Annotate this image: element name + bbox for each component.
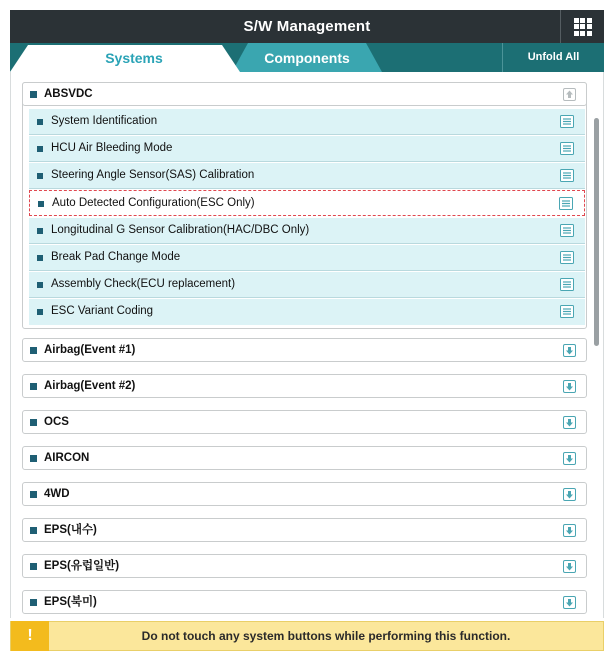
- item-label: Assembly Check(ECU replacement): [51, 278, 236, 290]
- document-icon: [560, 115, 574, 128]
- document-icon: [560, 224, 574, 237]
- collapse-icon[interactable]: [563, 88, 576, 101]
- document-icon: [560, 142, 574, 155]
- warning-message: Do not touch any system buttons while performing this function.: [141, 629, 511, 643]
- list-item-longitudinal-g-sensor[interactable]: [29, 218, 585, 244]
- bullet-square: [30, 491, 37, 498]
- unfold-all-button[interactable]: Unfold All: [502, 43, 604, 72]
- bullet-square: [37, 282, 43, 288]
- bullet-square: [37, 309, 43, 315]
- group-header-4wd[interactable]: [22, 482, 587, 506]
- item-label: Break Pad Change Mode: [51, 251, 181, 263]
- warning-icon: !: [11, 621, 49, 651]
- item-label: Longitudinal G Sensor Calibration(HAC/DBC Only): [51, 224, 310, 236]
- bullet-square: [38, 201, 44, 207]
- list-item-system-identification[interactable]: [29, 109, 585, 135]
- group-label: OCS: [44, 416, 69, 428]
- tab-components[interactable]: Components: [264, 50, 350, 66]
- bullet-square: [37, 119, 43, 125]
- scrollbar[interactable]: [594, 118, 599, 346]
- group-label: EPS(북미): [44, 596, 97, 608]
- bullet-square: [30, 91, 37, 98]
- expand-icon[interactable]: [563, 488, 576, 501]
- bullet-square: [30, 599, 37, 606]
- group-header-eps-europe[interactable]: [22, 554, 587, 578]
- document-icon: [560, 278, 574, 291]
- group-label: Airbag(Event #1): [44, 344, 136, 356]
- item-label: System Identification: [51, 115, 158, 127]
- item-label: Auto Detected Configuration(ESC Only): [52, 197, 255, 209]
- expand-icon[interactable]: [563, 596, 576, 609]
- bullet-square: [37, 255, 43, 261]
- expand-icon[interactable]: [563, 416, 576, 429]
- group-label: 4WD: [44, 488, 70, 500]
- bullet-square: [30, 527, 37, 534]
- group-header-ocs[interactable]: [22, 410, 587, 434]
- group-label: ABSVDC: [44, 88, 93, 100]
- bullet-square: [37, 228, 43, 234]
- bullet-square: [30, 347, 37, 354]
- list-item-esc-variant-coding[interactable]: [29, 299, 585, 325]
- group-label: EPS(유럽일반): [44, 560, 120, 572]
- item-label: HCU Air Bleeding Mode: [51, 142, 173, 154]
- bullet-square: [30, 383, 37, 390]
- group-header-eps-north-america[interactable]: [22, 590, 587, 614]
- document-icon: [560, 305, 574, 318]
- tab-systems[interactable]: Systems: [105, 50, 163, 66]
- tab-bar: [10, 43, 604, 72]
- expand-icon[interactable]: [563, 344, 576, 357]
- bullet-square: [37, 146, 43, 152]
- expand-icon[interactable]: [563, 452, 576, 465]
- list-item-sas-calibration[interactable]: [29, 163, 585, 189]
- list-item-auto-detected-configuration[interactable]: [29, 190, 585, 216]
- group-header-absvdc[interactable]: [22, 82, 587, 106]
- group-label: EPS(내수): [44, 524, 97, 536]
- page-title: S/W Management: [243, 18, 371, 35]
- group-header-airbag-event-2[interactable]: [22, 374, 587, 398]
- bullet-square: [30, 419, 37, 426]
- expand-icon[interactable]: [563, 560, 576, 573]
- title-bar: [10, 10, 604, 43]
- item-label: ESC Variant Coding: [51, 305, 154, 317]
- bullet-square: [30, 563, 37, 570]
- warning-bar: [10, 621, 604, 651]
- menu-button[interactable]: [560, 10, 604, 43]
- grid-icon: [574, 18, 592, 36]
- document-icon: [560, 169, 574, 182]
- document-icon: [559, 197, 573, 210]
- item-label: Steering Angle Sensor(SAS) Calibration: [51, 169, 255, 181]
- group-header-aircon[interactable]: [22, 446, 587, 470]
- bullet-square: [30, 455, 37, 462]
- bullet-square: [37, 173, 43, 179]
- group-label: Airbag(Event #2): [44, 380, 136, 392]
- expand-icon[interactable]: [563, 380, 576, 393]
- document-icon: [560, 251, 574, 264]
- list-item-hcu-air-bleeding[interactable]: [29, 136, 585, 162]
- list-item-break-pad-change[interactable]: [29, 245, 585, 271]
- list-item-assembly-check[interactable]: [29, 272, 585, 298]
- group-header-eps-domestic[interactable]: [22, 518, 587, 542]
- group-header-airbag-event-1[interactable]: [22, 338, 587, 362]
- group-label: AIRCON: [44, 452, 90, 464]
- expand-icon[interactable]: [563, 524, 576, 537]
